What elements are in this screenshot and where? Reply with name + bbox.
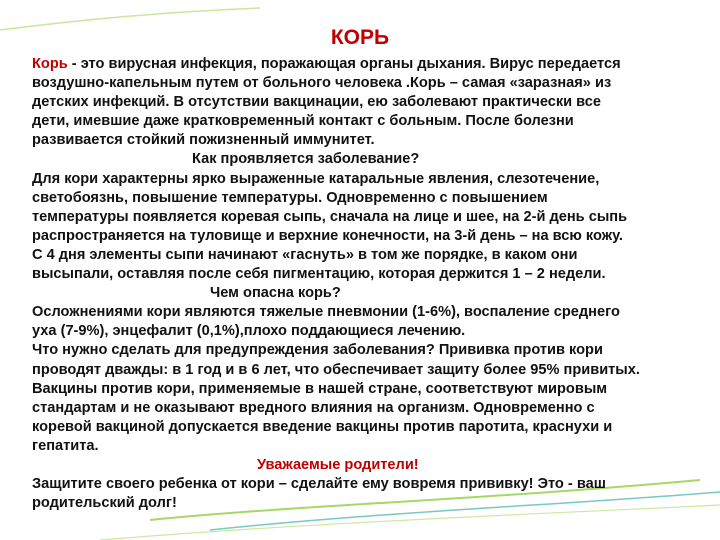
- intro-line-5: развивается стойкий пожизненный иммунитет.: [32, 132, 375, 149]
- symptoms-line-2: светобоязнь, повышение температуры. Одновременно с повышением: [32, 189, 548, 206]
- prevention-line-6: гепатита.: [32, 437, 99, 454]
- complications-line-2: уха (7-9%), энцефалит (0,1%),плохо поддающиеся лечению.: [32, 323, 466, 340]
- intro-line-4: дети, имевшие даже кратковременный контакт с больным. После болезни: [32, 113, 574, 130]
- symptoms-line-1: Для кори характерны ярко выраженные катаральные явления, слезотечение,: [32, 170, 600, 187]
- page-title: КОРЬ: [330, 26, 390, 49]
- symptoms-line-3: температуры появляется коревая сыпь, сначала на лице и шее, на 2-й день сыпь: [32, 208, 628, 225]
- prevention-line-1: Что нужно сделать для предупреждения заболевания? Прививка против кори: [32, 342, 603, 359]
- symptoms-line-4: распространяется на туловище и верхние конечности, на 3-й день – на всю кожу.: [32, 227, 623, 244]
- appeal-line-2: родительский долг!: [32, 495, 177, 512]
- appeal-line-1: Защитите своего ребенка от кори – сделайте ему вовремя прививку! Это - ваш: [32, 476, 606, 493]
- symptoms-line-5: С 4 дня элементы сыпи начинают «гаснуть» в том же порядке, в каком они: [32, 246, 578, 263]
- prevention-line-3: Вакцины против кори, применяемые в нашей стране, соответствуют мировым: [32, 380, 608, 397]
- symptoms-line-6: высыпали, оставляя после себя пигментацию, которая держится 1 – 2 недели.: [32, 266, 606, 283]
- intro-line-1: Корь - это вирусная инфекция, поражающая органы дыхания. Вирус передается: [32, 56, 621, 72]
- prevention-line-5: коревой вакциной допускается введение вакцины против паротита, краснухи и: [32, 418, 613, 435]
- complications-line-1: Осложнениями кори являются тяжелые пневмонии (1-6%), воспаление среднего: [32, 304, 620, 321]
- prevention-line-4: стандартам и не оказывают вредного влияния на организм. Одновременно с: [32, 399, 595, 416]
- heading-how: Как проявляется заболевание?: [192, 151, 420, 168]
- heading-danger: Чем опасна корь?: [210, 285, 341, 302]
- article-body: [32, 55, 712, 513]
- intro-line-3: детских инфекций. В отсутствии вакцинации, ею заболевают практически все: [32, 94, 602, 111]
- intro-line-2: воздушно-капельным путем от больного человека .Корь – самая «заразная» из: [32, 75, 612, 92]
- appeal-heading: Уважаемые родители!: [257, 456, 419, 473]
- prevention-line-2: проводят дважды: в 1 год и в 6 лет, что обеспечивает защиту более 95% привитых.: [32, 361, 640, 378]
- term-highlight: Корь: [32, 56, 68, 72]
